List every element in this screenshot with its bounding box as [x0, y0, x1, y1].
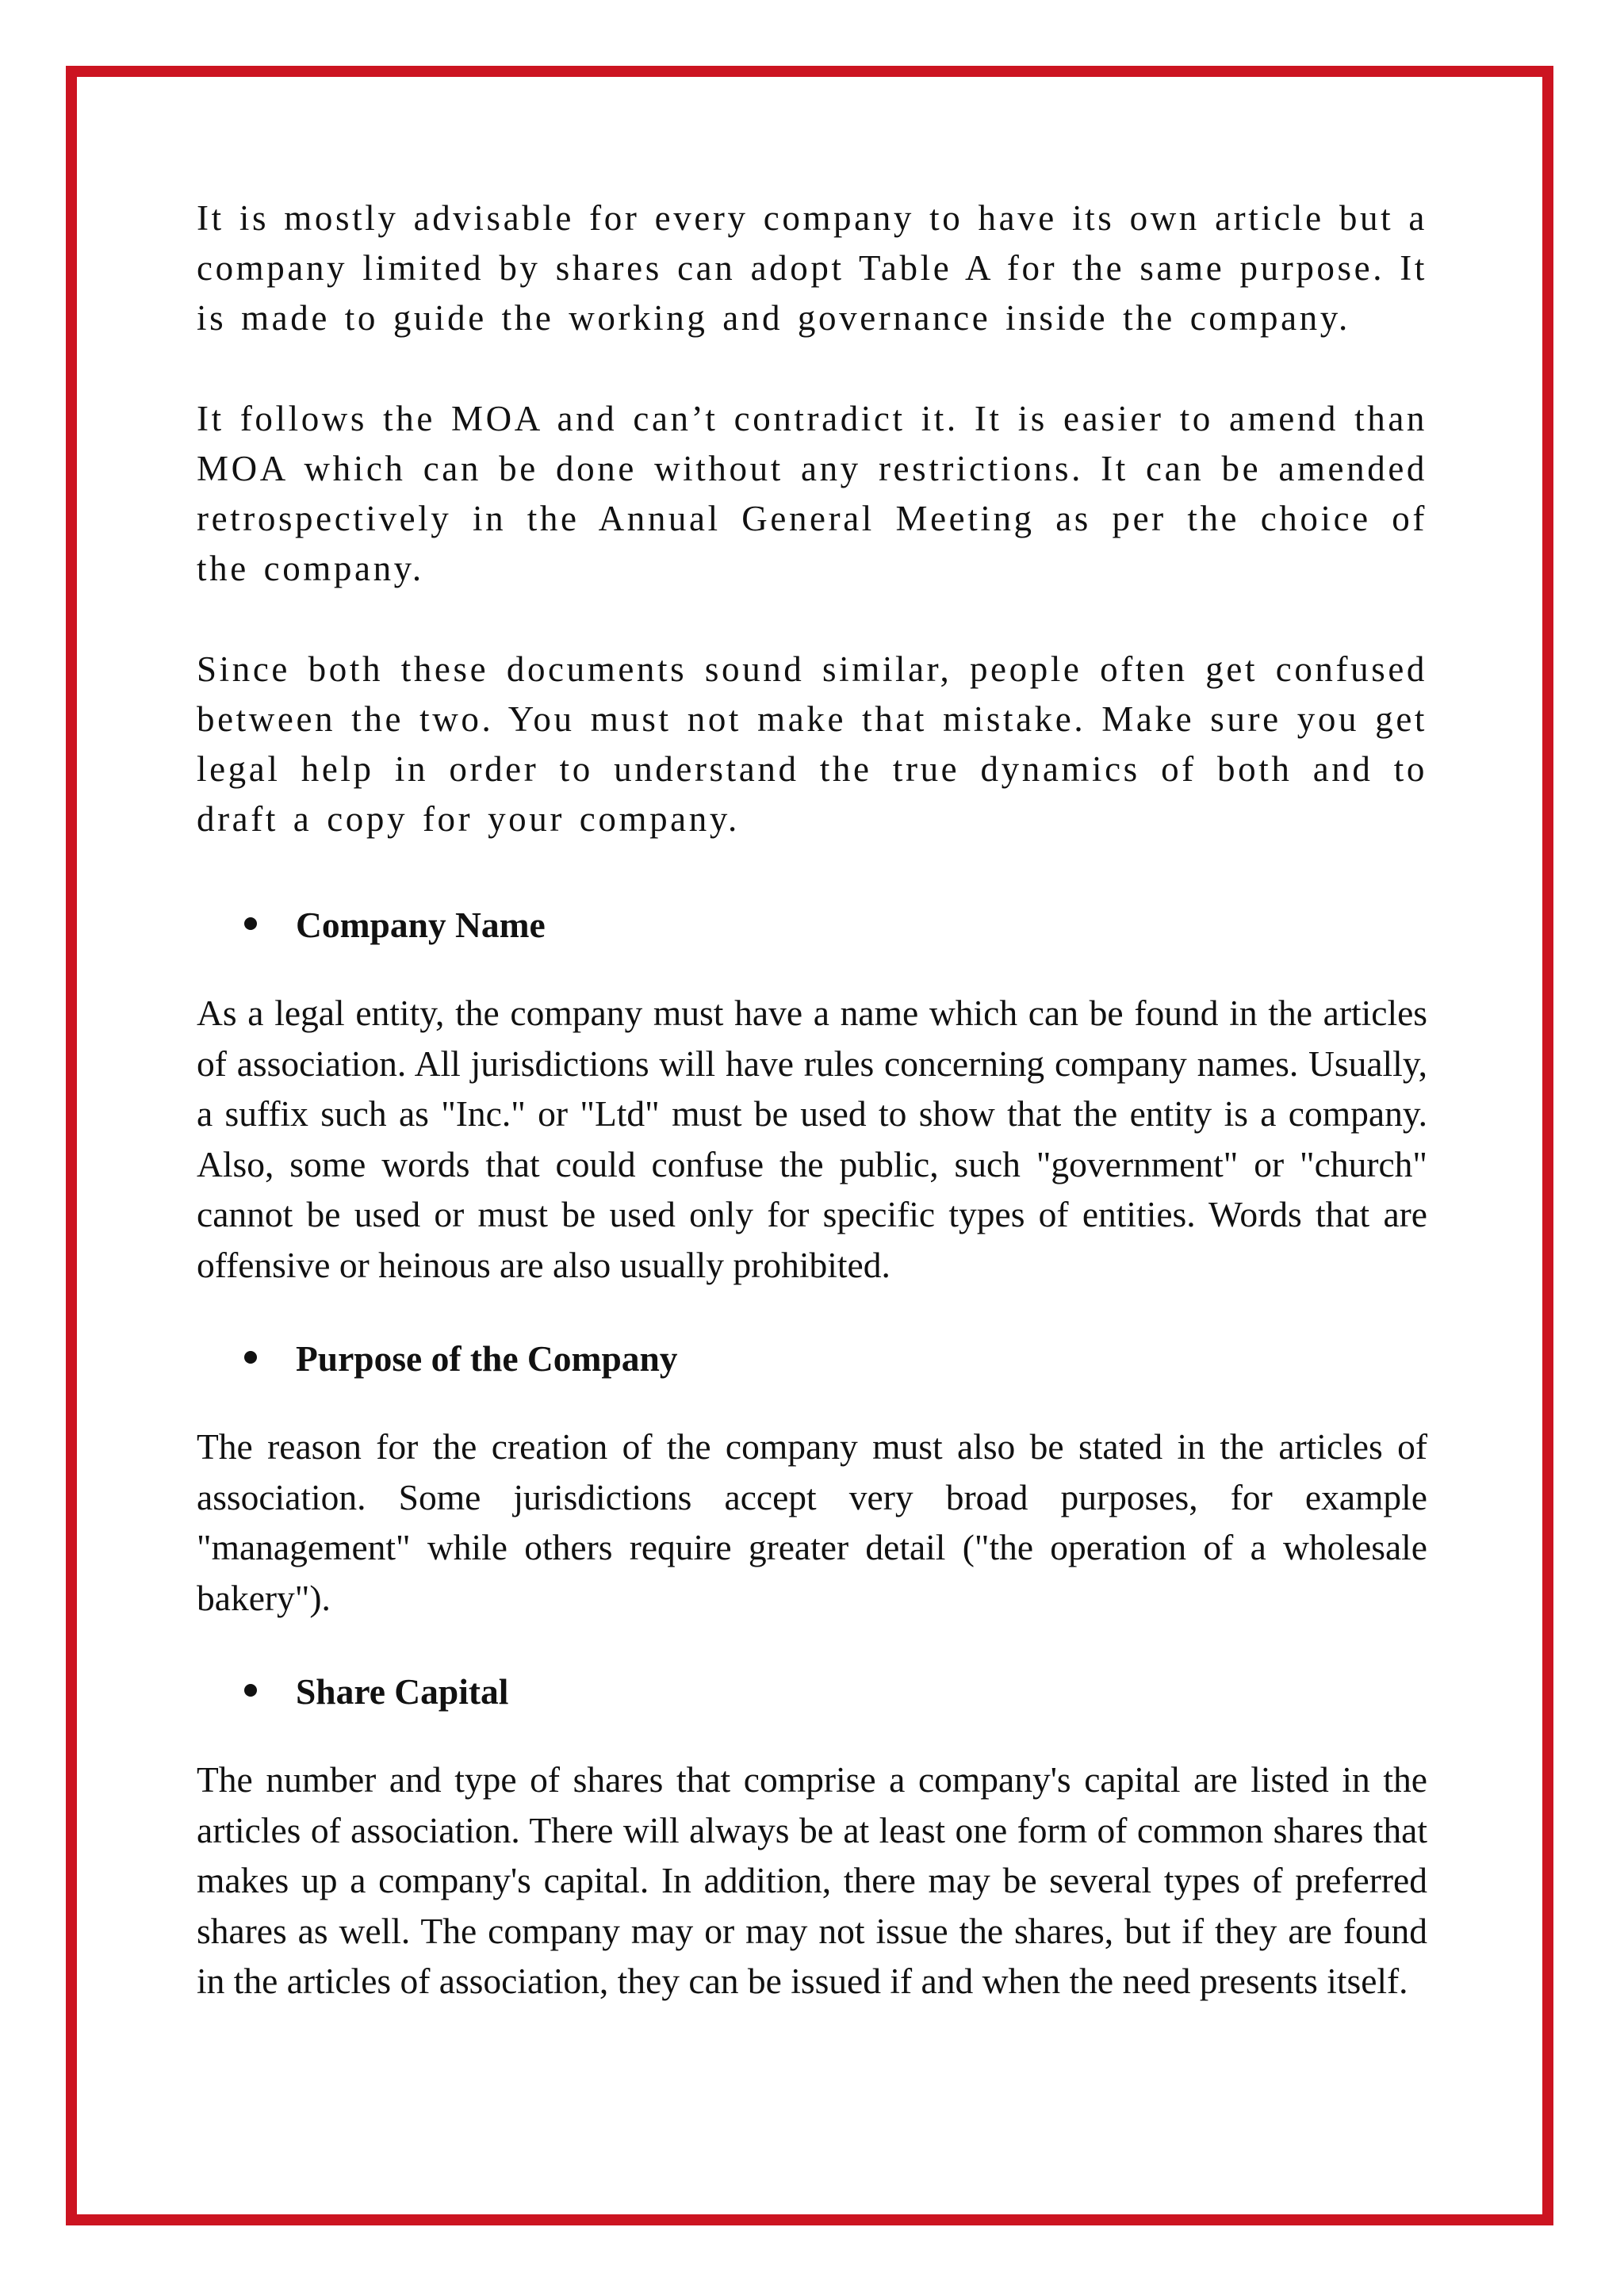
bullet-icon: [244, 917, 257, 930]
bullet-icon: [244, 1684, 257, 1697]
section-heading-purpose: [197, 1334, 1427, 1383]
section-body-purpose: The reason for the creation of the company must also be stated in the articles of association. Some jurisdictions accept very broad purposes, for example "management" while others require greater detail ("the operation of a wholesale bakery").: [197, 1426, 1427, 1618]
intro-paragraph-3: Since both these documents sound similar, people often get confused between the two. You must not make that mistake. Make sure you get legal help in order to understand the true dynamics of both and to draft a copy for your company.: [197, 649, 1427, 839]
intro-paragraph-2: It follows the MOA and can’t contradict it. It is easier to amend than MOA which can be done without any restrictions. It can be amended retrospectively in the Annual General Meeting as per the choice of the company.: [197, 399, 1427, 588]
section-heading-label: Purpose of the Company: [296, 1338, 678, 1379]
bullet-icon: [244, 1351, 257, 1364]
section-body-share-capital: The number and type of shares that comprise a company's capital are listed in the articles of association. There will always be at least one form of common shares that makes up a company's capital. In addition, there may be several types of preferred shares as well. The company may or may not issue the shares, but if they are found in the articles of association, they can be issued if and when the need presents itself.: [197, 1759, 1427, 2001]
document-body: [197, 193, 1427, 2007]
section-heading-company-name: [197, 900, 1427, 950]
section-body-company-name: As a legal entity, the company must have a name which can be found in the articles of association. All jurisdictions will have rules concerning company names. Usually, a suffix such as "Inc." or "Ltd" must be used to show that the entity is a company. Also, some words that could confuse the public, such "government" or "church" cannot be used or must be used only for specific types of entities. Words that are offensive or heinous are also usually prohibited.: [197, 993, 1427, 1285]
section-heading-label: Company Name: [296, 905, 546, 945]
intro-paragraph-1: It is mostly advisable for every company to have its own article but a company limited by shares can adopt Table A for the same purpose. It is made to guide the working and governance inside the company.: [197, 198, 1427, 338]
section-heading-share-capital: [197, 1667, 1427, 1716]
section-heading-label: Share Capital: [296, 1671, 509, 1712]
